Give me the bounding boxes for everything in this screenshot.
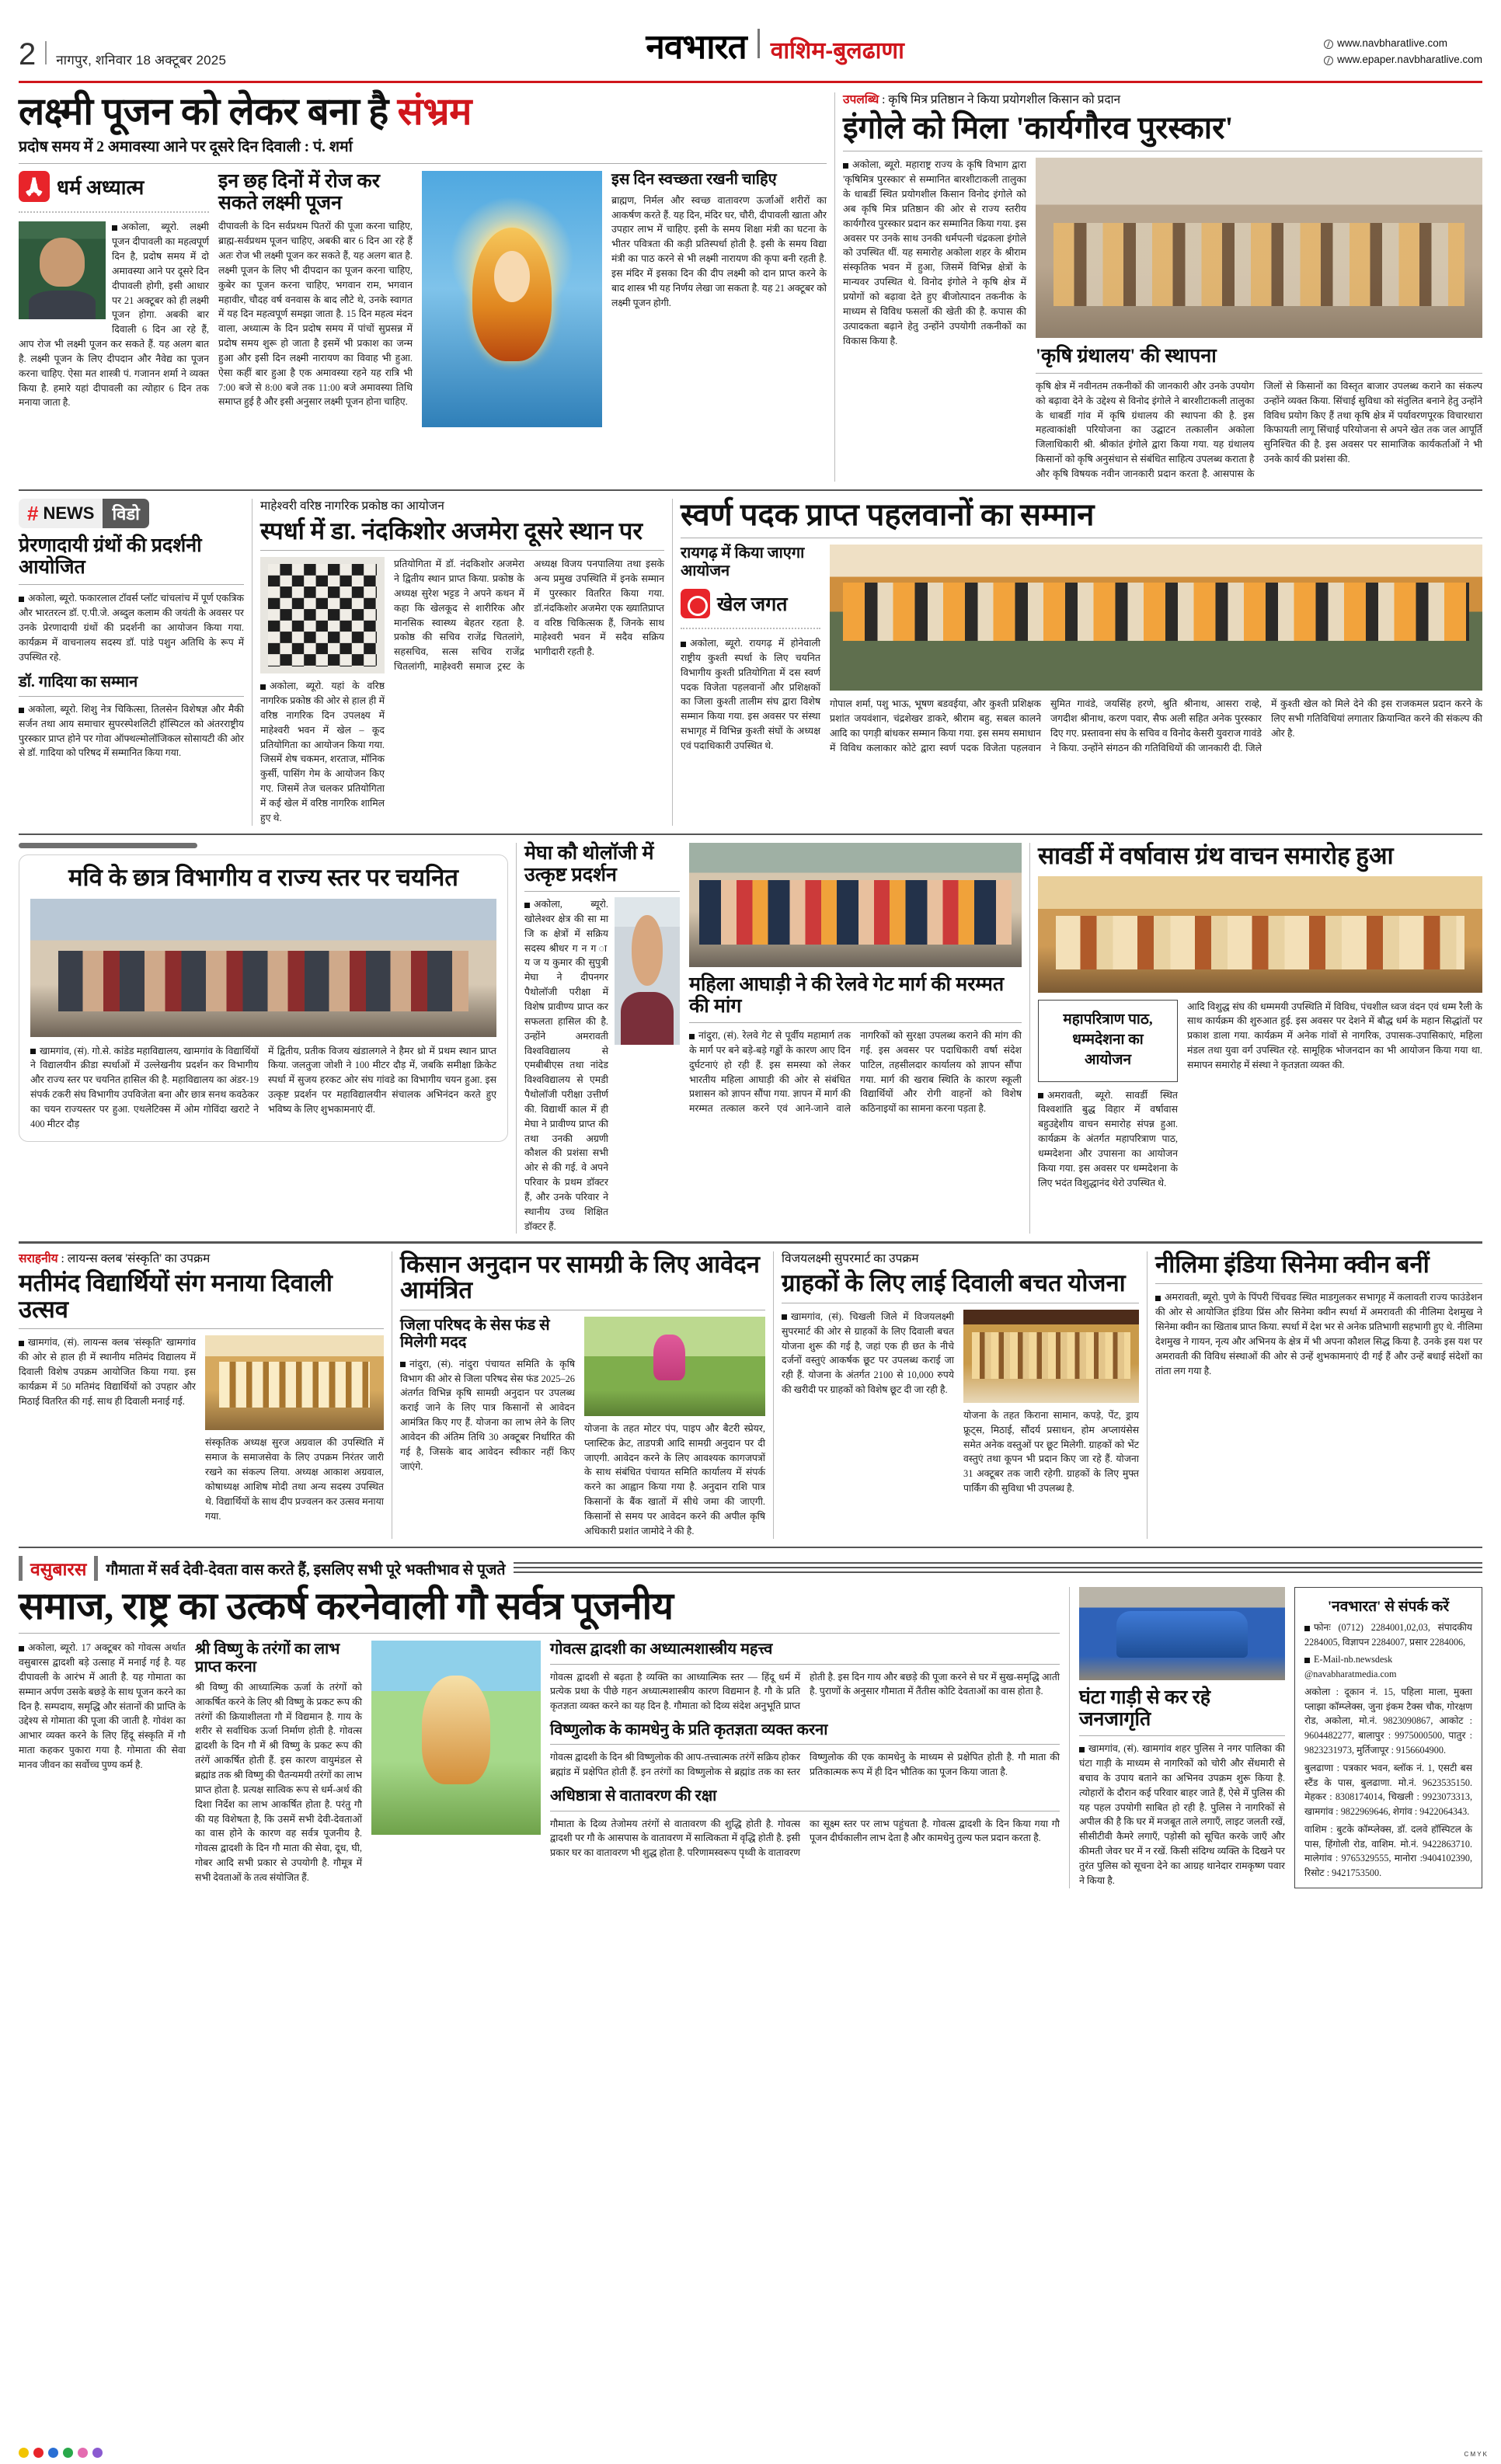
contact-box — [1294, 1587, 1482, 1888]
lions-col2-text: संस्कृतिक अध्यक्ष सुरज अग्रवाल की उपस्थिति में समाज के समाजसेवा के लिए उपक्रम निरंतर जारी रखने का संकल्प लिया. अध्यक्ष आकाश अग्रवाल, कोषाध्यक्ष आशिष मोदी तथा अन्य सदस्य उपस्थित थे. विद्यार्थियों के साथ दीप प्रज्वलन कर उत्सव मनाया गया. — [205, 1437, 384, 1522]
supermart-story — [782, 1251, 1139, 1539]
masthead-links — [1324, 36, 1482, 68]
place-date: नागपुर, शनिवार 18 अक्टूबर 2025 — [56, 53, 227, 68]
granthalay-headline: 'कृषि ग्रंथालय' की स्थापना — [1036, 346, 1217, 367]
chess-board-photo — [260, 557, 385, 673]
contact-phone: फोनः (0712) 2284001,02,03, संपादकीय 2284005, विज्ञापन 2284007, प्रसार 2284006, — [1304, 1622, 1472, 1648]
mavi-text-2: में द्वितीय, प्रतीक विजय खंडालगले ने हैमर थ्रो में प्रथम स्थान प्राप्त किया. जलतुजा जोशी ने 100 मीटर दौड़ में, जबकि समीक्षा क्रिकेट स्पर्धा में सुजय हरकट ओर संघ गांवडे का विभागीय चयन हुआ. इस उत्कृष्ट प्रदर्शन पर महाविद्यालयीन संचालक अभिनंदन करते हुए भविष्य के लिए शुभकामनाएं दीं. — [268, 1045, 496, 1115]
dotted-rule — [681, 628, 820, 629]
contact-buldhana: बुलढाणा : पत्रकार भवन, ब्लॉक नं. 1, एसटी बस स्टैंड के पास, बुलढाणा. मो.नं. 9623535150. मेहकर : 8308174014, चिखली : 9923073313, खामगांव : 9822969646, शेगांव : 9422064343. — [1304, 1763, 1472, 1817]
bullet-square — [1155, 1296, 1161, 1301]
epaper-url[interactable]: www.epaper.navbharatlive.com — [1337, 54, 1482, 66]
railway-gate-text: नांदुरा, (सं). रेलवे गेट से पूर्वीय महामार्ग तक के मार्ग पर बने बड़े-बड़े गड्ढों के कारण आए दिन दुर्घटनाएं हो रही हैं. इस समस्या को लेकर भारतीय महिला आघाड़ी की ओर से संबंधित प्रशासन को ज्ञापन सौंपा गया. ज्ञापन में मार्ग की मरम्मत तत्काल करने एवं आने-जाने वाले नागरिकों को सुरक्षा उपलब्ध कराने की मांग की गई. इस अवसर पर पदाधिकारी वर्षा संदेश पाटिल, तहसीलदार कार्यालय को ज्ञापन सौंपा गया. मार्ग की खराब स्थिति के कारण स्कूली विद्यार्थियों और रोगी वाहनों को विशेष कठिनाइयों का सामना करना पड़ता है. — [689, 1030, 1022, 1115]
memorandum-photo — [689, 843, 1022, 967]
wrestlers-group-photo — [830, 545, 1482, 691]
lions-headline: मतीमंद विद्यार्थियों संग मनाया दिवाली उत्सव — [19, 1269, 333, 1323]
grey-tab-ornament — [19, 843, 197, 848]
bullet-square — [524, 903, 530, 908]
globe-icon — [1324, 40, 1333, 49]
band-separator-3 — [19, 1241, 1482, 1244]
lead-story — [19, 92, 827, 482]
award-headline: इंगोले को मिला 'कार्यगौरव पुरस्कार' — [843, 110, 1234, 146]
sawardi-sidebox-col — [1038, 1000, 1178, 1191]
dot-red — [33, 2448, 44, 2458]
kamdhenu-text: गोवत्स द्वादशी के दिन श्री विष्णुलोक की आप-तत्त्वात्मक तरंगें सक्रिय होकर ब्रह्मांड में प्रक्षेपित होती हैं. इन तरंगों का विष्णुलोक से ब्रह्मांड तक का स्तर विष्णुलोक की एक कामधेनु के माध्यम से प्रक्षेपित होती है. गौ माता की प्रतिकात्मक रूप में ही दिन भौतिक का पूजन किया जाता है. — [550, 1752, 1060, 1778]
vasubaras-col-4 — [550, 1641, 1060, 1885]
wrestling-col1-text: अकोला, ब्यूरो. रायगढ़ में होनेवाली राष्ट्रीय कुश्ती स्पर्धा के लिए चयनित विभागीय कुश्ती प्रतियोगिता में दस स्वर्ण पदक विजेता पहलवानों और प्रशिक्षकों का जिला कुश्ती तालीम संघ द्वारा विशेष सम्मान किया गया. इस अवसर पर संस्था सभागृह में विभिन्न कुश्ती संघों के अध्यक्ष एवं पदाधिकारी उपस्थित थे. — [681, 638, 820, 751]
namaste-icon — [19, 171, 50, 202]
lead-col1-text: अकोला, ब्यूरो. लक्ष्मी पूजन दीपावली का महत्वपूर्ण दिन है, प्रदोष समय में दो अमावस्या आने पर दूसरे दिन दीपावली होगी, इसी आधार पर 21 अक्टूबर को ही लक्ष्मी पूजन होगा. अबकी बार दिवाली 6 दिन आ रहे हैं, आप रोज भी लक्ष्मी पूजन कर सकते हैं. यह अलग बात है. लक्ष्मी पूजन के लिए दीपदान और नैवेद्य का पूजन करना चाहिए. ऐसा मत शास्त्री पं. गजानन शर्मा ने व्यक्त किया है. हमारे यहां दीपावली का त्योहार 6 दिन तक मनाया जाता है. — [19, 221, 209, 409]
website-url[interactable]: www.navbharatlive.com — [1337, 37, 1447, 50]
chess-story — [260, 499, 664, 825]
vasubaras-section — [11, 1556, 1490, 1888]
sports-ball-icon — [681, 589, 710, 618]
cmyk-marks: C M Y K — [1464, 2451, 1487, 2458]
mahaparitran-headline: महापरित्राण पाठ, धम्मदेशना का आयोजन — [1063, 1011, 1153, 1068]
lead-subhead: प्रदोष समय में 2 अमावस्या आने पर दूसरे दिन दिवाली : पं. शर्मा — [19, 138, 353, 155]
contact-email[interactable]: E-Mail-nb.newsdesk @navabharatmedia.com — [1304, 1654, 1397, 1679]
khel-jagat-badge: खेल जगत — [681, 589, 788, 618]
wrestling-col-1 — [681, 545, 820, 755]
railway-gate-headline: महिला आघाड़ी ने की रेलवे गेट मार्ग की मरम्मत की मांग — [689, 974, 1005, 1017]
wrestling-col2-text: गोपाल शर्मा, पशु भाऊ, भूषण बडवईया, और कुश्ती प्रशिक्षक प्रशांत जयवंशान, चंद्रशेखर डाकरे, श्रीराम बहु, सबल कालने आदि का पगड़ी बांधकर सम्मान किया गया. इस समय समाधान में विविध कलाकार कोटे द्वारा स्वर्ण पदक विजेता पहलवान सुमित गावंडे, जयसिंह हरणे, श्रुति श्रीनाथ, आसरा राव्हे, जगदीश श्रीनाथ, करण पवार, सैफ अली सहित अनेक पुरस्कार दिए गए. प्रस्तावना संघ के सचिव व विनोद केसरी युवराज गावंडे ने किया. उन्होंने संगठन की गतिविधियों की जानकारी दी. जिले में कुश्ती खेल को मिले देने की इस राजकमल प्रदान करने के लिए सभी गतिविधियां लगातार क्रियान्वित करने की संकल्प की ओर है. — [830, 698, 1482, 753]
sawardi-photo — [1038, 876, 1482, 993]
column-divider — [834, 92, 835, 482]
supermart-headline: ग्राहकों के लिए लाई दिवाली बचत योजना — [782, 1269, 1126, 1297]
lead-col2-text: दीपावली के दिन सर्वप्रथम पितरों की पूजा करना चाहिए, ब्राह्म-सर्वप्रथम पूजन चाहिए, अबकी बार 6 दिन आ रहे हैं अतः रोज भी लक्ष्मी पूजन कर सकते हैं, यह अलग बात है. लक्ष्मी पूजन के लिए भी दीपदान का पूजन करना चाहिए, कुबेर का पूजन करना चाहिए, भगवान राम, भगवान महावीर, चौदह वर्ष वनवास के बाद लौटे थे, उनके स्वागत में यह दिन महत्वपूर्ण समझा जाता है. 15 दिन महत्व मंदन वाला, अध्यात्म के दिन प्रदोष समय में पांचों सुप्रसन्न में प्रदोष समय शुरू हो जाता है इसमें भी प्रकाश का जन्म हुआ और इसी दिन लक्ष्मी नारायण का विवाह भी हुआ. ऐसा कहीं बार हुआ है एक अमावस्या रहने यह रात्रि भी 7:00 बजे से 8:00 बजे तक 11:00 बजे अमावस्या तिथि समाप्त हुई है और इसी अनुसार लक्ष्मी पूजन होना चाहिए. — [218, 221, 413, 408]
news-video-text: अकोला, ब्यूरो. फकारलाल टॉवर्स प्लॉट चांचलांच में पूर्ण एकत्रिक और भारतरत्न डॉ. ए.पी.जे. अब्दुल कलाम की जयंती के अवसर पर उनके प्रेरणादायी ग्रंथों की प्रदर्शनी का आयोजन किया गया. कार्यक्रम में वाचनालय सदस्य डॉ. पांडे पशुन अतिथि के रूप में उपस्थित रहे. — [19, 593, 244, 663]
dot-yellow — [19, 2448, 29, 2458]
megha-text: अकोला, ब्यूरो. खोलेश्वर क्षेत्र की सा मा जि क क्षेत्रों में सक्रिय सदस्य श्रीधर ग न ग ा य ज य कुमार की सुपुत्री मेघा ने दीपनगर पैथोलॉजी परीक्षा में विशेष प्रावीण्य प्राप्त कर सफलता हासिल की है. उन्होंने अमरावती विश्वविद्यालय से एमबीबीएस तथा नांदेड विश्वविद्यालय से एमडी पैथोलॉजी परीक्षा उत्तीर्ण की. विद्यार्थी काल में ही मेघा ने प्रावीण्य प्राप्त की तथा उनकी अग्रणी कौशल की प्रशंसा सभी ओर से की गई. वे अपने परिवार के प्रथम डॉक्टर हैं, और उनके परिवार ने स्थानीय उच्च शिक्षित डॉक्टर हैं. — [524, 899, 608, 1232]
neelima-text: अमरावती, ब्यूरो. पुणे के पिंपरी चिंचवड स्थित माडगुलकर सभागृह में कलावती राज्य फाउंडेशन की ओर से आयोजित इंडिया प्रिंस और सिनेमा क्वीन स्पर्धा में अमरावती की नीलिमा देशमुख ने सिनेमा क्वीन का खिताब प्राप्त किया. स्पर्धा में देश भर से अनेक प्रतिभागी सहभागी हुए थे. नीलिमा देशमुख ने गायन, नृत्य और अभिनय के क्षेत्र में भी अपना कौशल सिद्ध किया है. उनके इस यश पर अमरावती की विविध संस्थाओं की ओर से उन्हें शुभकामनाएं दी गई हैं और उन्हें बधाई संदेशों का तांता लग गया है. — [1155, 1292, 1482, 1376]
mavi-box — [19, 854, 508, 1142]
bullet-square — [782, 1314, 787, 1320]
vishnu-text: श्री विष्णु की आध्यात्मिक ऊर्जा के तरंगों को आकर्षित करने के लिए श्री विष्णु के प्रकट रूप की तरंगों की क्रियाशीलता गौ में विद्यमान है. गाय के शरीर से सर्वाधिक ऊर्जा निर्माण होती है. गोवत्स द्वादशी के दिन गौ में श्री विष्णु के प्रकट रूप की तरंगें आकर्षित होती हैं. इस कारण वायुमंडल से ब्रह्मांड तक श्री विष्णु की चैतन्यमयी तरंगों का लाभ प्राप्त होता है. प्रत्यक्ष सात्विक रूप से धर्म-अर्थ की दिशा निर्देश का लाभ आकर्षित होता है. परंतु गौ की यह विशेषता है, कि उसमें सभी देवी-देवताओं का वास होने के कारण वह सर्वत्र पूजनीय है. गोवत्स द्वादशी के दिन गौ माता की सेवा, दूध, घी, गोबर आदि सभी प्रकार से उपयोगी है. गौमूत्र में सभी देवताओं के तत्व संयोजित हैं. — [195, 1681, 362, 1883]
kisan-headline: किसान अनुदान पर सामग्री के लिए आवेदन आमंत्रित — [400, 1250, 761, 1304]
bullet-square — [19, 597, 24, 602]
news-video-headline: प्रेरणादायी ग्रंथों की प्रदर्शनी आयोजित — [19, 535, 202, 578]
masthead-left — [19, 37, 227, 71]
lead-col-2 — [218, 171, 413, 427]
color-registration-dots — [19, 2448, 103, 2458]
contact-washim: वाशिम : बुटके कॉम्प्लेक्स, डॉ. दलवे हॉस्पिटल के पास, हिंगोली रोड, वाशिम. मो.नं. 9422863710. मालेगांव : 9765329555, मानोरा :9404102390, रिसोट : 9421753500. — [1304, 1824, 1472, 1878]
award-photo-col — [1036, 158, 1482, 481]
megha-portrait-photo — [615, 897, 680, 1045]
contact-title: 'नवभारत' से संपर्क करें — [1327, 1599, 1450, 1616]
vasubaras-kicker: गौमाता में सर्व देवी-देवता वास करते हैं, इसलिए सभी पूरे भक्तीभाव से पूजते — [106, 1561, 506, 1578]
sawardi-headline: सावर्डी में वर्षावास ग्रंथ वाचन समारोह हुआ — [1038, 842, 1394, 870]
neelima-story — [1155, 1251, 1482, 1539]
award-story — [843, 92, 1482, 482]
right-rail — [1079, 1587, 1482, 1888]
bullet-square — [19, 708, 24, 713]
bullet-square — [112, 225, 117, 231]
kisan-col-2 — [584, 1317, 765, 1539]
dot-blue — [48, 2448, 58, 2458]
bullet-square — [1304, 1658, 1310, 1663]
vatavaran-headline: अधिष्ठात्रा से वातावरण की रक्षा — [550, 1787, 717, 1805]
column-divider — [516, 843, 517, 1234]
band-lead — [11, 92, 1490, 482]
column-divider — [773, 1251, 774, 1539]
wrestling-headline: स्वर्ण पदक प्राप्त पहलवानों का सम्मान — [681, 497, 1095, 533]
column-divider — [1069, 1587, 1070, 1888]
kisan-story — [400, 1251, 765, 1539]
dwadashi-text: गोवत्स द्वादशी से बढ़ता है व्यक्ति का आध्यात्मिक स्तर — हिंदू धर्म में प्रत्येक प्रथा के पीछे गहन अध्यात्मशास्त्रीय कारण विद्यमान है. गौ के प्रति कृतज्ञता व्यक्त करने का यह दिन है. गौमाता को दिव्य संदेश अनुभूति प्राप्त होती है. इस दिन गाय और बछड़े की पूजा करने से घर में सुख-समृद्धि आती है. पुराणों के अनुसार गौमाता में तैंतीस कोटि देवताओं का वास होता है. — [550, 1671, 1060, 1712]
wrestling-photo-col — [830, 545, 1482, 755]
left-rule — [19, 1556, 23, 1581]
gadia-text: अकोला, ब्यूरो. शिशु नेत्र चिकित्सा, तिलसेन विशेषज्ञ और मैकी सर्जन तथा आय समाचार सुपरस्पेशलिटी हॉस्पिटल को अंतरराष्ट्रीय पुरस्कार प्राप्त होने पर गोवा ऑफ्थल्मोलॉजिकल सोसायटी की ओर से डॉ. गादिया को परिषद में सम्मानित किया गया. — [19, 703, 244, 759]
newspaper-logo: नवभारत — [646, 28, 747, 66]
column-divider — [1029, 843, 1030, 1234]
award-col1-text: अकोला, ब्यूरो. महाराष्ट्र राज्य के कृषि विभाग द्वारा 'कृषिमित्र पुरस्कार' से सम्मानित बारशीटाकली तालुका के धाबर्डी स्थित प्रयोगशील किसान विनोद इंगोले को अब कृषि मित्र प्रतिष्ठान की ओर से राज्य स्तरीय कार्यगौरव पुरस्कार प्रदान कर सम्मानित किया गया. इस अवसर पर उनके साथ उनकी धर्मपत्नी चंद्रकला इंगोले को उपस्थित थीं. यह समारोह अकोला शहर के श्रीराम संस्कृतिक भवन में हुआ, जिसमें विभिन्न क्षेत्रों के मान्यवर उपस्थित थे. विनोद इंगोले ने कृषि क्षेत्र में प्रयोगों को बढ़ावा देते हुए बीजोत्पादन तकनीक के माध्यम से विविध फसलों की खेती की है. कपास की उत्पादकता बढ़ाने हेतु उन्होंने उपयोगी तकनीकों का विकास किया है. — [843, 159, 1026, 346]
lions-col1-text: खामगांव, (सं). लायन्स क्लब 'संस्कृति' खामगांव की ओर से हाल ही में स्थानीय मतिमंद विद्यालय में दिवाली विशेष उपक्रम आयोजित किया गया. इस कार्यक्रम में 50 मतिमंद विद्यार्थियों को उपहार और मिठाई वितरित की गई. साथ ही दिवाली मनाई गई. — [19, 1337, 196, 1407]
mavi-photo — [30, 899, 496, 1037]
vasubaras-main — [19, 1587, 1060, 1888]
stripe-ornament — [514, 1562, 1482, 1575]
chess-col1-text: अकोला, ब्यूरो. यहां के वरिष्ठ नागरिक प्रकोष्ठ की ओर से हाल ही में वरिष्ठ नागरिक दिन उपलक्ष्य में माहेश्वरी भवन में खेल – कूद प्रतियोगिता का आयोजन किया गया. जिसमें शेष चकमन, शरताज, मॉनिक कुर्सी, पासिंग गेम के आयोजन किए गए. जिसमें तेज चलकर प्रतियोगिता में कई खेल में वरिष्ठ नागरिक शामिल हुए थे. — [260, 680, 385, 823]
lead-col-1 — [19, 171, 209, 427]
page-number: 2 — [19, 37, 37, 71]
bullet-square — [689, 1034, 695, 1039]
bullet-square — [1304, 1626, 1310, 1631]
ghanta-text: खामगांव, (सं). खामगांव शहर पुलिस ने नगर पालिका की घंटा गाड़ी के माध्यम से नागरिकों को चोरी और सेंधमारी से बचाव के उपाय बताने का अभिनव उपक्रम शुरू किया है. त्योहारों के दौरान कई परिवार बाहर जाते हैं, ऐसे में पुलिस की यह पहल उपयोगी साबित हो रही है. पुलिस ने नागरिकों से अपील की है कि घर में मजबूत ताले लगाएँ, लाइट जलती रखें, सीसीटीवी कैमरे लगाएँ, पड़ोसी को सूचित करके जाएँ और कीमती जेवर घर में न रखें. किसी संदिग्ध व्यक्ति के दिखने पर तुरंत पुलिस को सूचना देने का आग्रह थानेदार रामकृष्ण पवार ने किया है. — [1079, 1743, 1285, 1886]
masthead-divider — [45, 41, 47, 64]
dotted-rule — [19, 211, 209, 213]
bullet-square — [19, 1341, 24, 1346]
globe-icon — [1324, 56, 1333, 65]
band-separator-1 — [19, 489, 1482, 492]
vasubaras-headline: समाज, राष्ट्र का उत्कर्ष करनेवाली गौ सर्वत्र पूजनीय — [19, 1585, 674, 1628]
lead-col3-text: ब्राह्मण, निर्मल और स्वच्छ वातावरण ऊर्जाओं शरीरों का आकर्षण करते हैं. यह दिन, मंदिर घर, चौरी, दीपावली खाता और उपहार लाभ में चाहिए. इसी के समय शिक्षा मंत्री का घटना के भीतर पवित्रता की कड़ी प्रतिस्पर्धा होती है. इसी के समय विद्या मंत्री का पाठ करने से भी लक्ष्मी नारायण की कृपा बनी रहती है. इस मंदिर में इसका दिन की दीप लक्ष्मी को दान प्राप्त करने के बाद शास्त्र भी यह निर्णय लेखा जा सकता है. यह 21 अक्टूबर को लक्ष्मी पूजन होगी. — [611, 194, 827, 308]
lions-event-photo — [205, 1335, 384, 1430]
chess-kicker: माहेश्वरी वरिष्ठ नागरिक प्रकोष्ठ का आयोजन — [260, 499, 444, 513]
award-kicker: उपलब्धि : कृषि मित्र प्रतिष्ठान ने किया प्रयोगशील किसान को प्रदान — [843, 93, 1121, 106]
band-four — [11, 1251, 1490, 1539]
sawardi-col2-text: आदि विशुद्ध संघ की धम्ममयी उपस्थिति में विविध, पंचशील ध्वज वंदन एवं धम्म रैली के साथ कार्यक्रम की शुरुआत हुई. इस अवसर पर देशने में बौद्ध धर्म के महान सिद्धांतों पर प्रकाश डाला गया. कार्यक्रम में अनेक गांवों से नागरिक, उपासक-उपासिकाएं, महिला मंडल तथा युवा वर्ग उपस्थित रहे. सामूहिक भोजनदान का भी आयोजन किया गया था. समापन समारोह में संस्था ने कृतज्ञता व्यक्त की. — [1187, 1001, 1482, 1070]
mahaparitran-box — [1038, 1000, 1178, 1082]
masthead-brand — [646, 22, 904, 68]
ghanta-story — [1079, 1587, 1285, 1888]
column-divider — [672, 499, 673, 825]
award-ceremony-photo — [1036, 158, 1482, 338]
granthalay-text: कृषि क्षेत्र में नवीनतम तकनीकों की जानकारी और उनके उपयोग को बढ़ावा देने के उद्देश्य से विनोद इंगोले ने बारशीटाकली तालुका के धाबर्डी गांव में कृषि ग्रंथालय की स्थापना की है. इस महत्वाकांक्षी परियोजना का उद्घाटन तत्कालीन अकोला जिलाधिकारी श्री. श्रीकांत इंगोले द्वारा किया गया. यह ग्रंथालय किसानों को कृषि अनुसंधान से संबंधित साहित्य उपलब्ध कराता है और कृषि विषयक नवीन जानकारी प्रदान करता है. आसपास के जिलों से किसानों का विस्तृत बाजार उपलब्ध कराने का संकल्प उन्होंने व्यक्त किया. सिंचाई सुविधा को संतुलित बनाने हेतु उन्होंने विविध प्रयोग किए हैं तथा कृषि क्षेत्र में पर्यावरणपूरक विचारधारा किफायती लागू सिंचाई परियोजना से अपने खेत तक जल आपूर्ति सुनिश्चित की है. इस अवसर पर सामाजिक कार्यकर्ताओं ने भी उनके कार्य की प्रशंसा की. — [1036, 380, 1482, 479]
edition-name: वाशिम-बुलढाणा — [770, 38, 904, 64]
bullet-square — [681, 642, 686, 647]
dwadashi-headline: गोवत्स द्वादशी का अध्यात्मशास्त्रीय महत्त्व — [550, 1641, 773, 1658]
farm-field-photo — [584, 1317, 765, 1416]
band-separator-2 — [19, 834, 1482, 836]
kisan-col-1 — [400, 1317, 575, 1539]
supermart-kicker: विजयलक्ष्मी सुपरमार्ट का उपक्रम — [782, 1251, 919, 1265]
bullet-square — [843, 163, 848, 169]
vasubaras-image-col — [371, 1641, 541, 1885]
lead-col-4 — [611, 171, 827, 427]
contact-akola: अकोला : दूकान नं. 15, पहिला माला, मुक्ता प्लाझा कॉम्प्लेक्स, जुना इंकम टैक्स चौक, गोरक्षण रोड, अकोला, मो.नं. 9823090867, आकोट : 9604482277, बालापुर : 9975000500, पातुर : 9823231973, मुर्तिजापूर : 9156604900. — [1304, 1686, 1472, 1756]
pandit-photo — [19, 221, 106, 319]
vasubaras-tag: वसुबारस — [30, 1560, 87, 1580]
bullet-square — [19, 1646, 24, 1651]
bullet-square — [1038, 1093, 1043, 1098]
news-video-story — [19, 499, 244, 825]
dot-green — [63, 2448, 73, 2458]
kisan-subhead: जिला परिषद के सेस फंड से मिलेगी मदद — [400, 1316, 550, 1352]
mavi-text-1: खामगांव, (सं). गो.से. कांडेड महाविद्यालय, खामगांव के विद्यार्थियों ने विद्यालयीन क्रीडा स्पर्धाओं में उल्लेखनीय प्रदर्शन कर विभागीय और राज्य स्तर पर चयनित हासिल की है. महाविद्यालय का अंडर-19 संपर्क टकरी संघ विभागीय उपविजेता बना और छात्र सनथ कवठेकर का चयन राज्यस्तर पर हुआ. एथलेटिक्स में ओम गोविंदा खराटे ने 400 मीटर दौड़ — [30, 1045, 259, 1129]
band-two — [11, 499, 1490, 825]
chess-headline: स्पर्धा में डा. नंदकिशोर अजमेरा दूसरे स्थान पर — [260, 517, 643, 545]
vasubaras-kicker-row — [19, 1556, 1482, 1581]
supermart-col-2 — [963, 1310, 1139, 1496]
vasubaras-col-2 — [195, 1641, 362, 1885]
mavi-headline: मवि के छात्र विभागीय व राज्य स्तर पर चयनित — [68, 864, 458, 892]
goddess-lakshmi-photo — [422, 171, 602, 427]
lead-col2-headline: इन छह दिनों में रोज कर सकते लक्ष्मी पूजन — [218, 171, 380, 214]
neelima-headline: नीलिमा इंडिया सिनेमा क्वीन बनीं — [1155, 1250, 1430, 1278]
vishnu-headline: श्री विष्णु के तरंगों का लाभ प्राप्त करना — [195, 1641, 340, 1676]
lead-col3-headline: इस दिन स्वच्छता रखनी चाहिए — [611, 171, 777, 189]
wrestling-subhead: रायगढ़ में किया जाएगा आयोजन — [681, 545, 805, 579]
megha-col-1 — [524, 843, 680, 1234]
band-separator-4 — [19, 1547, 1482, 1549]
sawardi-story — [1038, 843, 1482, 1234]
sawardi-col1-text: अमरावती, ब्यूरो. सावर्डी स्थित विश्वशांति बुद्ध विहार में वर्षावास बहुउद्देशीय वाचन समारोह संपन्न हुआ. कार्यक्रम के अंतर्गत महापरित्राण पाठ, धम्मदेशना और उपासना का आयोजन किया गया. इस अवसर पर धम्मदेशना के लिए भदंत विशुद्धानंद थेरो उपस्थित थे. — [1038, 1089, 1178, 1188]
ghanta-headline: घंटा गाड़ी से कर रहे जनजागृति — [1079, 1687, 1211, 1730]
kisan-col1-text: नांदुरा, (सं). नांदुरा पंचायत समिति के कृषि विभाग की ओर से जिला परिषद सेस फंड 2025–26 अंतर्गत विभिन्न कृषि सामग्री अनुदान पर उपलब्ध कराई जाने के लिए पात्र किसानों से आवेदन आमंत्रित किए गए हैं. योजना का लाभ लेने के लिए आवेदन की अंतिम तिथि 30 अक्टूबर निर्धारित की गई है, जिसके बाद आवेदन स्वीकार नहीं किए जाएंगे. — [400, 1358, 575, 1472]
kisan-col2-text: योजना के तहत मोटर पंप, पाइप और बैटरी स्प्रेयर, प्लास्टिक क्रेट, ताडपत्री आदि सामग्री अनुदान पर दी जाएगी. आवेदन करने के लिए आवश्यक कागजपत्रों के साथ संबंधित पंचायत समिति कार्यालय में संपर्क करने का आह्वान किया गया है. अनुदान राशि पात्र किसानों के बैंक खातों में सीधे जमा की जाएगी. किसानों से समय पर आवेदन करने की अपील कृषि अधिकारी प्रशांत जामोदे ने की है. — [584, 1422, 765, 1537]
contact-col — [1294, 1587, 1482, 1888]
dharm-adhyatm-badge: 🙏 धर्म अध्यात्म — [19, 171, 144, 202]
masthead — [11, 0, 1490, 76]
supermart-col2-text: योजना के तहत किराना सामान, कपड़े, पेंट, ड्राय फ्रूट्स, मिठाई, सौंदर्य प्रसाधन, होम अप्लायंसेस समेत अनेक वस्तुओं पर छूट मिलेगी. ग्राहकों को भेंट वस्तुएं तथा कूपन भी प्रदान किए जा रहे हैं. योजना 31 अक्टूबर तक जारी रहेगी. ग्राहकों के लिए मुफ्त पार्किंग की सुविधा भी उपलब्ध है. — [963, 1409, 1139, 1495]
vasubaras-body — [19, 1587, 1482, 1888]
supermart-photo — [963, 1310, 1139, 1403]
kamdhenu-headline: विष्णुलोक के कामधेनु के प्रति कृतज्ञता व्यक्त करना — [550, 1721, 828, 1739]
brand-separator — [757, 29, 760, 58]
dot-purple — [92, 2448, 103, 2458]
right-rule — [94, 1556, 98, 1581]
supermart-col1-text: खामगांव, (सं). चिखली जिले में विजयलक्ष्मी सुपरमार्ट की ओर से ग्राहकों के लिए दिवाली बचत योजना शुरू की गई है, जहां एक ही छत के नीचे दर्जनों वस्तुएं आकर्षक छूट पर उपलब्ध कराई जा रही हैं. योजना के अंतर्गत 2100 से 10,000 रुपये की खरीदी पर ग्राहकों को विशेष छूट दी जा रही है. — [782, 1310, 954, 1396]
chess-col-2 — [394, 557, 664, 825]
dot-pink — [78, 2448, 88, 2458]
vasubaras-col1-text: अकोला, ब्यूरो. 17 अक्टूबर को गोवत्स अर्थात वसुबारस द्वादशी बड़े उत्साह में मनाई गई है. यह दीपावली के आरंभ में आती है. यह गोमाता का सम्मान अर्पण उसके बछड़े के साथ पूजन करने का दिन है. सम्पदाय, समृद्धि और संतानों की प्राप्ति के उद्देश्य से गोमाता की पूजा की जाती है. गोवंश का आभार व्यक्त करने के लिए हिंदू संस्कृति में गौ माता कहकर पुकारा गया है. गोमाता की सेवा मानव जीवन का सर्वोच्च पुण्य कर्म है. — [19, 1642, 186, 1770]
megha-story — [524, 843, 1022, 1234]
chess-col2-text: प्रतियोगिता में डॉ. नंदकिशोर अजमेरा ने द्वितीय स्थान प्राप्त किया. प्रकोष्ठ के अध्यक्ष सुरेश भट्टड ने अपने कथन में कहा कि खेलकूद से शारीरिक और मानसिक स्वास्थ्य बेहतर रहता है. प्रकोष्ठ की सचिव राजेंद्र चितलांगे, सहसचिव, सत्स सचिव राजेंद्र चितलांगी, माहेश्वरी समाज ट्रस्ट के अध्यक्ष विजय पनपालिया तथा इसके अन्य प्रमुख उपस्थिति में इनके सम्मान में पुरस्कार वितरित किया गया. डॉ.नंदकिशोर अजमेरा एक ख्यातिप्राप्त व वरिष्ठ चिकित्सक हैं, जिनके साथ माहेश्वरी भवन में सदैव सक्रिय भागीदारी रहती है. — [394, 559, 664, 673]
band-three — [11, 843, 1490, 1234]
bullet-square — [30, 1049, 36, 1054]
wrestling-story — [681, 499, 1482, 825]
mavi-story — [19, 843, 508, 1234]
lions-col-2 — [205, 1335, 384, 1523]
lions-kicker: सराहनीय : लायन्स क्लब 'संस्कृति' का उपक्रम — [19, 1251, 211, 1265]
news-video-badge[interactable]: # NEWS विडो — [19, 499, 149, 528]
award-col-1 — [843, 158, 1026, 481]
bullet-square — [1079, 1747, 1085, 1752]
vatavaran-text: गौमाता के दिव्य तेजोमय तरंगों से वातावरण की शुद्धि होती है. गोवत्स द्वादशी पर गौ के आसपास के वातावरण में सात्विकता में वृद्धि होती है. इसी प्रकार घर का वातावरण भी शुद्ध होता है. परिणामस्वरूप पृथ्वी के वातावरण का सूक्ष्म स्तर पर लाभ पहुंचता है. गोवत्स द्वादशी के दिन किया गया गौ पूजन दीर्घकालीन लाभ देता है और कामधेनु तुल्य फल प्रदान करता है. — [550, 1818, 1060, 1859]
bullet-square — [400, 1362, 406, 1367]
lead-image-col — [422, 171, 602, 427]
krishna-cow-photo — [371, 1641, 541, 1835]
hash-icon: # — [27, 502, 39, 526]
lead-headline: लक्ष्मी पूजन को लेकर बना है संभ्रम — [19, 90, 472, 133]
gadia-headline: डॉ. गादिया का सम्मान — [19, 673, 138, 691]
masthead-rule — [19, 81, 1482, 83]
megha-col-2 — [689, 843, 1022, 1234]
megha-headline: मेघा कौ थोलॉजी में उत्कृष्ट प्रदर्शन — [524, 843, 654, 886]
column-divider — [1147, 1251, 1148, 1539]
bullet-square — [260, 684, 266, 690]
lions-story — [19, 1251, 384, 1539]
auto-rickshaw-photo — [1079, 1587, 1285, 1680]
chess-photo-col — [260, 557, 385, 825]
